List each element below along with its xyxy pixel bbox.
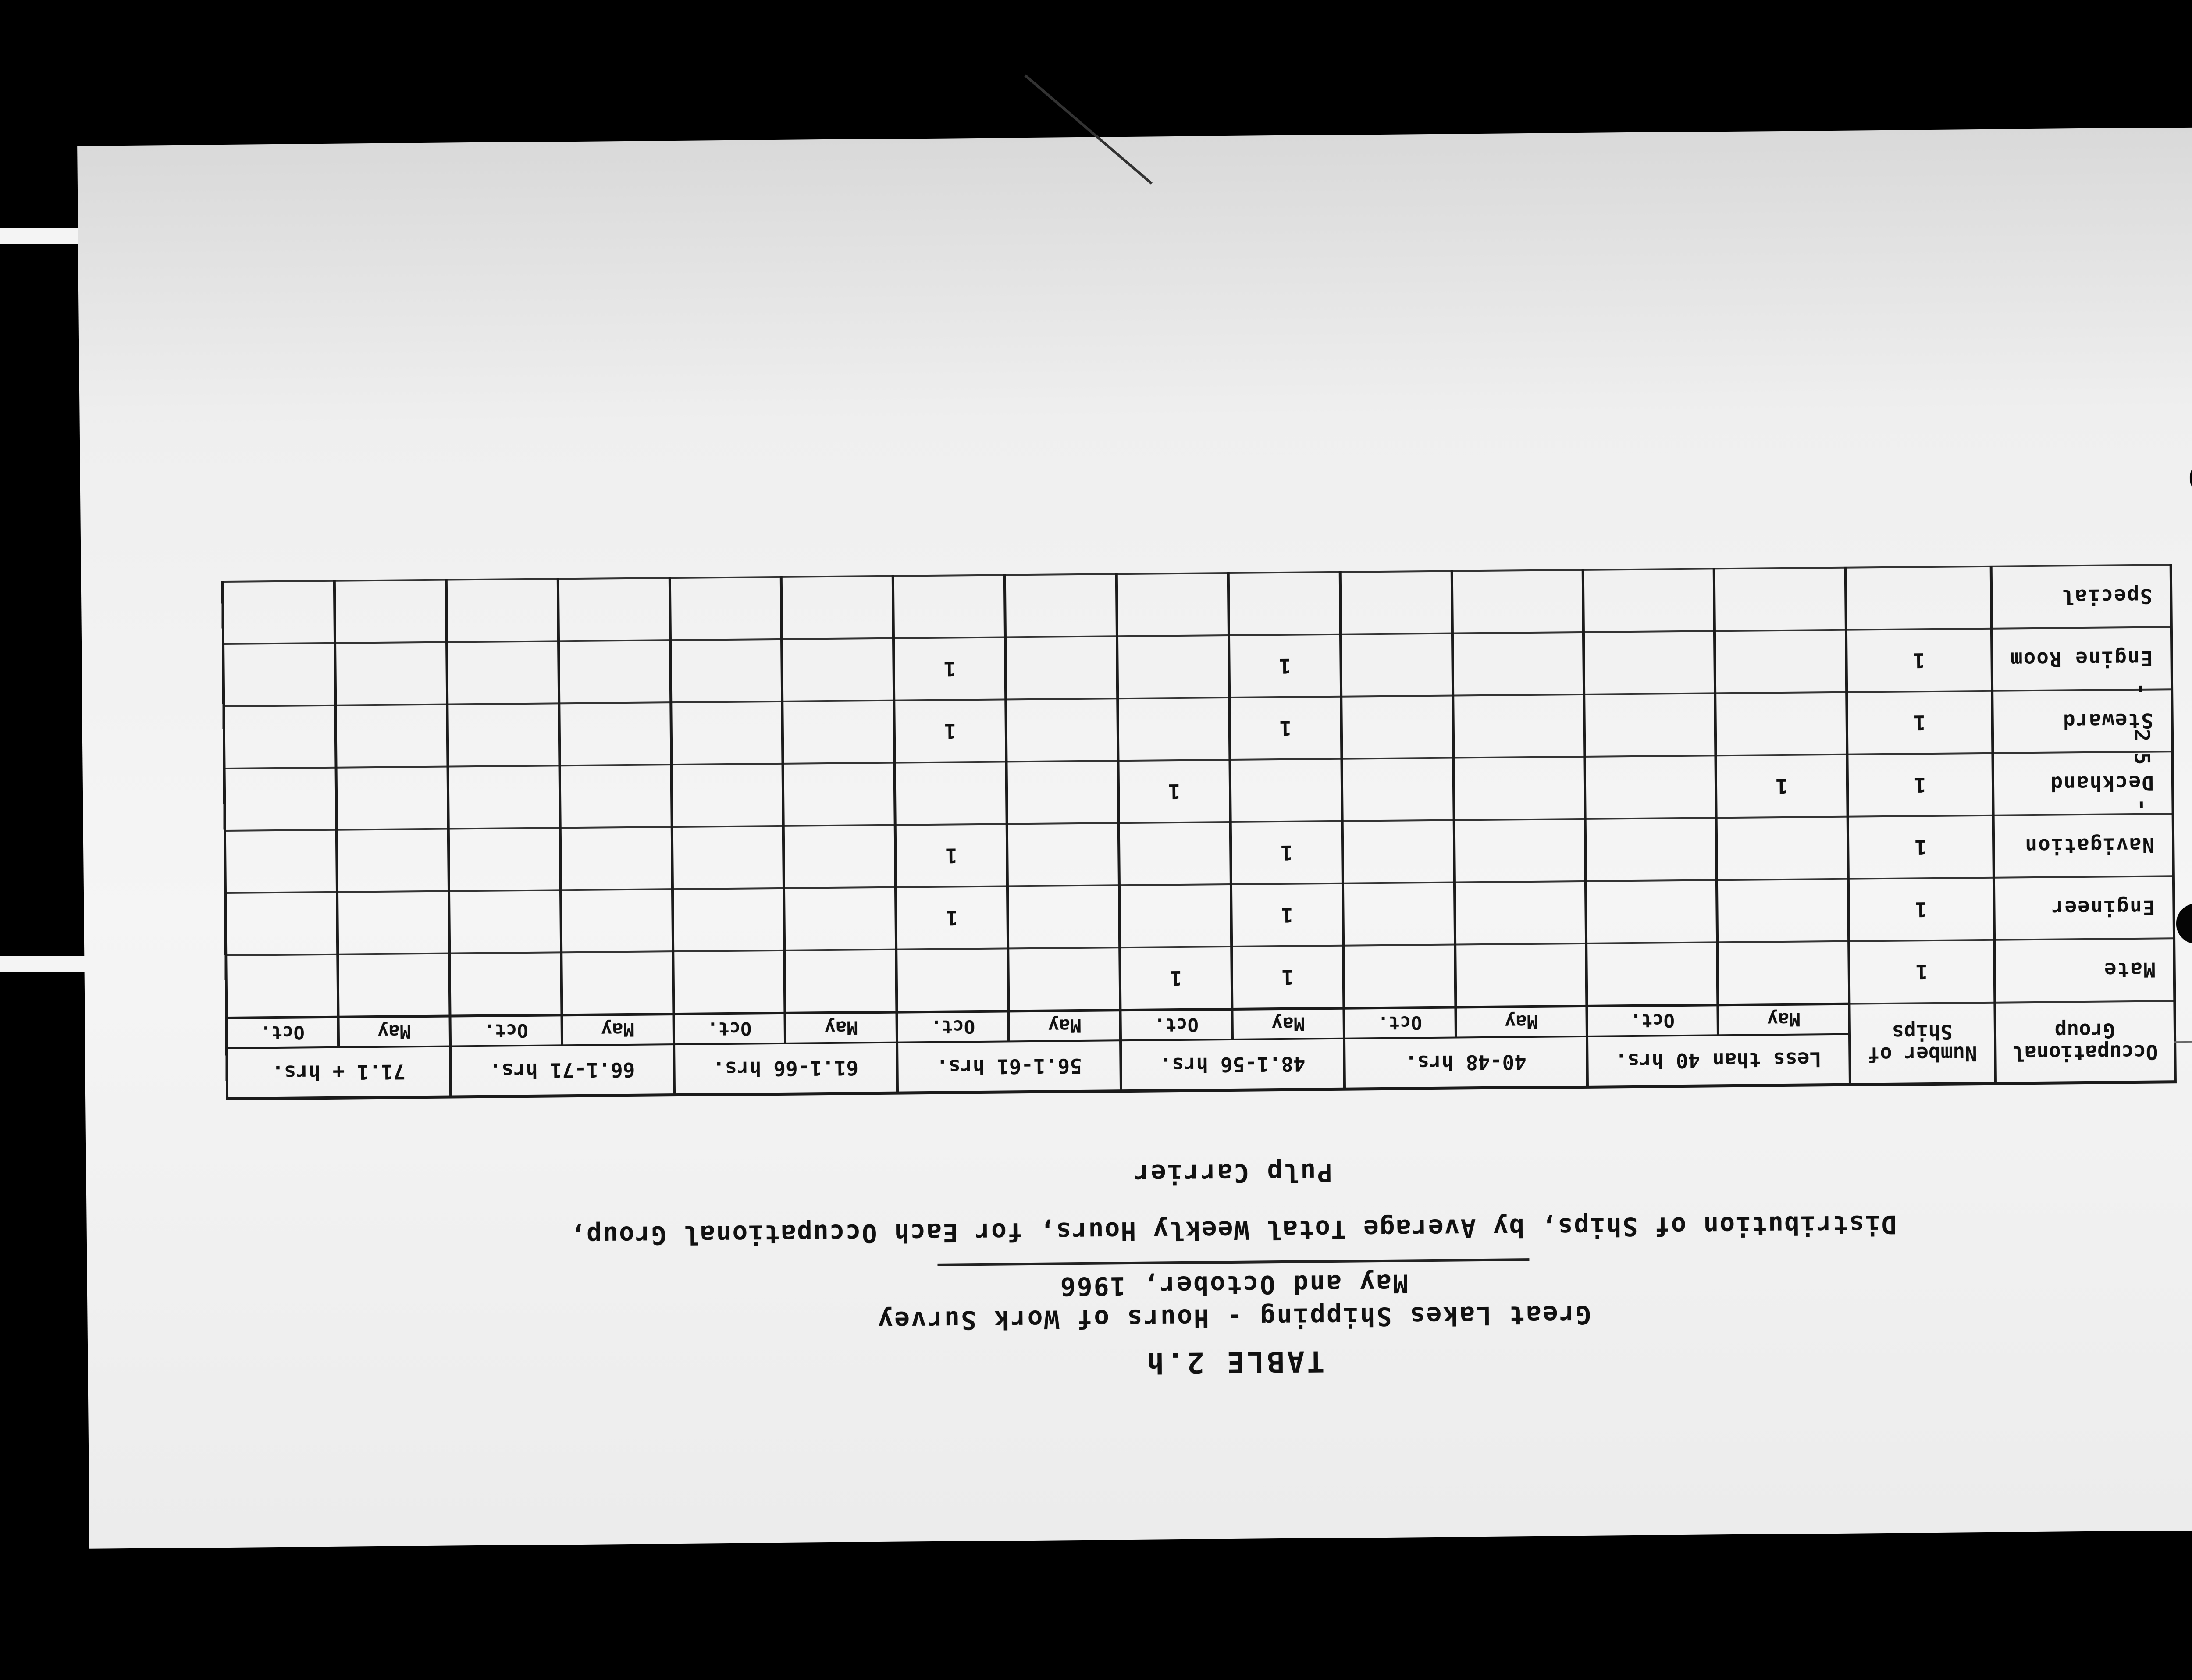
data-cell: 1 [1120,947,1232,1010]
data-cell [1230,759,1342,822]
header-month: May [1718,1004,1850,1036]
table-description: Distribution of Ships, by Average Total Weekly Hours, for Each Occupational Group, [569,1209,1897,1251]
data-cell [1117,635,1229,698]
header-month: Oct. [1121,1009,1232,1040]
data-cell [1007,761,1119,824]
ship-count-cell: 1 [1848,878,1994,941]
data-cell [785,950,897,1013]
data-cell: 1 [1716,755,1847,818]
data-cell: 1 [1231,821,1343,884]
data-cell [224,705,336,769]
data-cell [784,887,896,950]
data-cell [1342,758,1454,821]
data-cell [1117,573,1229,636]
data-cell [337,891,449,954]
header-hours-range: 56.1-61 hrs. [897,1040,1121,1093]
data-cell [1005,574,1117,637]
header-month: Oct. [227,1017,339,1048]
data-cell [449,952,562,1016]
data-cell [1453,757,1585,820]
data-cell [1119,884,1231,947]
data-cell [1117,698,1230,761]
data-cell [1228,572,1341,635]
data-cell [559,640,671,703]
punch-hole [2190,458,2192,498]
data-cell [893,575,1005,638]
header-month: May [1009,1010,1121,1041]
punch-hole [2176,903,2192,944]
data-cell: 1 [1118,760,1231,823]
ship-type: Pulp Carrier [1132,1157,1333,1189]
data-cell [1714,568,1846,631]
data-cell [1342,820,1455,883]
data-cell [223,643,335,706]
data-cell [1585,818,1717,881]
data-cell [335,642,447,705]
occupational-group-cell: Mate [1994,938,2174,1003]
occupational-group-cell: Steward [1992,689,2172,753]
occupational-group-cell: Engine Room [1992,627,2172,691]
data-cell: 1 [1229,697,1342,760]
data-cell [1341,634,1453,697]
data-cell [336,767,448,830]
data-cell [559,702,671,765]
data-cell [783,763,895,826]
ship-count-cell: 1 [1847,815,1994,879]
data-cell [671,764,783,827]
ship-count-cell: 1 [1846,629,1992,692]
data-cell [673,950,785,1014]
data-cell [1005,636,1117,699]
data-cell [1586,880,1717,943]
data-cell [224,768,337,831]
data-cell: 1 [1231,946,1344,1009]
header-month: May [785,1012,897,1043]
data-cell [1119,822,1231,885]
data-cell [669,577,782,640]
data-cell [1455,881,1586,945]
data-cell [1341,696,1453,759]
data-cell [1008,947,1120,1011]
data-cell [783,825,896,888]
data-cell [448,765,560,829]
ship-count-cell: 1 [1847,691,1993,755]
data-cell: 1 [1231,883,1343,947]
data-cell [334,580,447,643]
data-cell [897,948,1009,1012]
data-cell [337,829,449,892]
header-occupational-group: Occupational Group [1995,1001,2175,1083]
data-cell [671,701,783,765]
ship-count-cell: 1 [1847,753,1993,817]
data-cell [1716,817,1848,880]
data-cell [1583,569,1715,632]
occupational-group-cell: Special [1991,565,2171,629]
data-cell [225,892,338,955]
paper-crease [1024,74,1153,184]
header-hours-range: 66.1-71 hrs. [450,1044,674,1097]
header-month: May [1232,1008,1344,1039]
header-hours-range: 71.1 + hrs. [227,1046,451,1099]
data-cell [1453,694,1584,758]
data-cell [226,954,338,1018]
data-cell [1343,883,1455,946]
header-month: Oct. [897,1011,1009,1042]
data-cell [1340,571,1452,634]
data-cell [895,762,1007,825]
data-cell [672,826,784,889]
survey-title: Great Lakes Shipping - Hours of Work Survey [876,1299,1592,1336]
data-cell: 1 [893,637,1006,700]
data-cell [335,705,448,768]
occupational-group-cell: Navigation [1993,814,2174,878]
data-cell [670,639,783,702]
data-cell [1454,819,1586,883]
crop-mark [2174,1017,2192,1066]
data-cell [449,890,561,953]
data-cell [223,581,335,644]
data-cell [1452,570,1584,634]
header-month: May [338,1016,450,1047]
data-cell [559,765,672,828]
data-cell [1584,693,1715,757]
data-cell: 1 [1229,634,1341,698]
header-month: Oct. [1587,1005,1718,1036]
data-cell [1584,631,1715,694]
data-cell [1717,941,1849,1005]
data-cell [1586,942,1718,1006]
data-cell [1715,630,1846,694]
data-cell [561,889,673,952]
occupational-group-cell: Engineer [1994,876,2174,940]
data-cell [1343,945,1455,1008]
data-cell [781,576,893,639]
header-hours-range: 61.1-66 hrs. [674,1043,898,1095]
hours-distribution-table [221,564,2177,1100]
header-hours-range: 40-48 hrs. [1344,1036,1587,1089]
data-cell: 1 [894,699,1007,762]
data-cell [783,701,895,764]
header-month: May [1455,1006,1587,1038]
header-hours-range: Less than 40 hrs. [1587,1034,1850,1087]
document-sheet [77,126,2192,1549]
table-number: TABLE 2.h [1144,1344,1325,1380]
data-cell [338,954,450,1017]
data-cell [1585,755,1716,819]
header-month: Oct. [673,1013,785,1044]
data-cell [225,830,337,893]
header-hours-range: 48.1-56 hrs. [1121,1039,1345,1091]
header-month: Oct. [450,1015,562,1046]
data-cell [1006,698,1118,762]
data-cell [561,951,673,1015]
survey-period: May and October, 1966 [1059,1268,1409,1302]
data-cell [446,579,559,642]
data-cell: 1 [895,824,1007,887]
data-cell [673,888,785,951]
occupational-group-cell: Deckhand [1993,751,2173,815]
data-cell [448,828,561,891]
title-underline [937,1258,1529,1266]
data-cell [560,827,672,890]
data-cell [1455,943,1587,1007]
data-cell [782,638,894,701]
data-cell [558,578,670,641]
page-number: - 25 - [2128,682,2155,822]
ship-count-cell [1845,566,1992,630]
data-cell [1452,632,1584,696]
data-cell: 1 [896,886,1008,949]
data-cell [1007,885,1120,948]
ship-count-cell: 1 [1849,940,1995,1004]
data-cell [447,641,559,704]
data-cell [1007,823,1119,886]
data-cell [1717,879,1848,943]
header-number-of-ships: Number of Ships [1849,1003,1996,1085]
header-month: May [562,1014,673,1045]
upside-down-page [77,126,2192,1549]
data-cell [447,703,559,766]
data-cell [1715,692,1847,756]
header-month: Oct. [1344,1007,1455,1039]
